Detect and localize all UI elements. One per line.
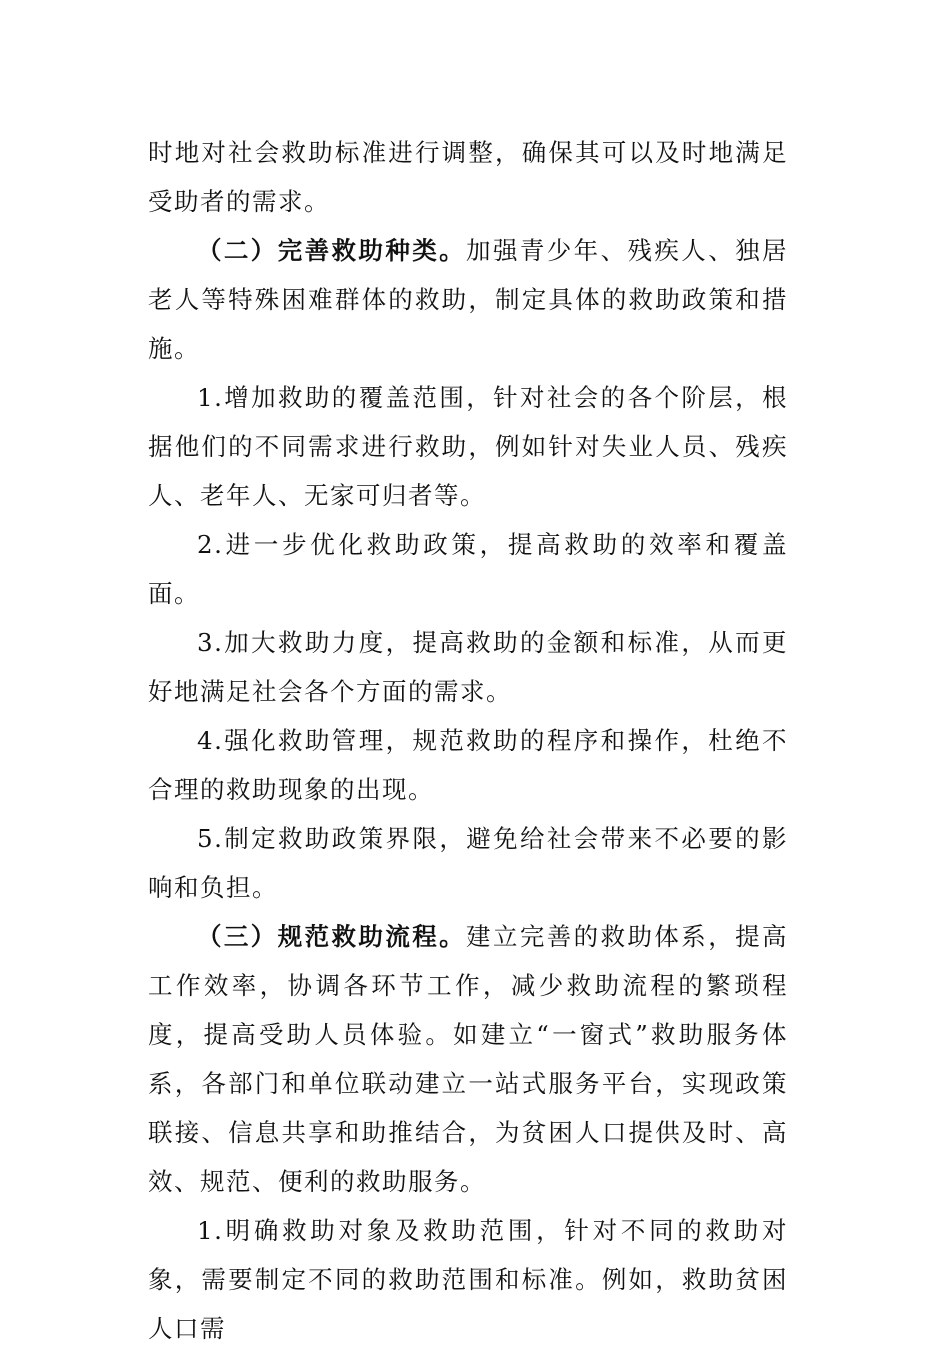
- document-page: [148, 128, 788, 1353]
- list-item-paragraph: [148, 814, 788, 912]
- paragraph-text: 5.制定救助政策界限，避免给社会带来不必要的影响和负担。: [148, 824, 788, 902]
- paragraph-text: 4.强化救助管理，规范救助的程序和操作，杜绝不合理的救助现象的出现。: [148, 726, 788, 804]
- paragraph-text: 1.增加救助的覆盖范围，针对社会的各个阶层，根据他们的不同需求进行救助，例如针对失业人员、残疾人、老年人、无家可归者等。: [148, 383, 788, 510]
- paragraph-text: 2.进一步优化救助政策，提高救助的效率和覆盖面。: [148, 530, 788, 608]
- list-item-paragraph: [148, 716, 788, 814]
- list-item-paragraph: [148, 373, 788, 520]
- paragraph-text: 时地对社会救助标准进行调整，确保其可以及时地满足受助者的需求。: [148, 138, 788, 216]
- list-item-paragraph: [148, 1206, 788, 1353]
- list-item-paragraph: [148, 618, 788, 716]
- list-item-paragraph: [148, 520, 788, 618]
- paragraph-text: 建立完善的救助体系，提高工作效率，协调各环节工作，减少救助流程的繁琐程度，提高受助人员体验。如建立“一窗式”救助服务体系，各部门和单位联动建立一站式服务平台，实现政策联接、信息共享和助推结合，为贫困人口提供及时、高效、规范、便利的救助服务。: [148, 922, 788, 1196]
- section-heading: （三）规范救助流程。: [197, 922, 467, 951]
- section-heading: （二）完善救助种类。: [197, 236, 467, 265]
- paragraph-text: 3.加大救助力度，提高救助的金额和标准，从而更好地满足社会各个方面的需求。: [148, 628, 788, 706]
- paragraph-text: 1.明确救助对象及救助范围，针对不同的救助对象，需要制定不同的救助范围和标准。例如，救助贫困人口需: [148, 1216, 788, 1343]
- section-two-paragraph: [148, 226, 788, 373]
- paragraph-continuation: [148, 128, 788, 226]
- section-three-paragraph: [148, 912, 788, 1206]
- paragraph-text: 加强青少年、残疾人、独居老人等特殊困难群体的救助，制定具体的救助政策和措施。: [148, 236, 788, 363]
